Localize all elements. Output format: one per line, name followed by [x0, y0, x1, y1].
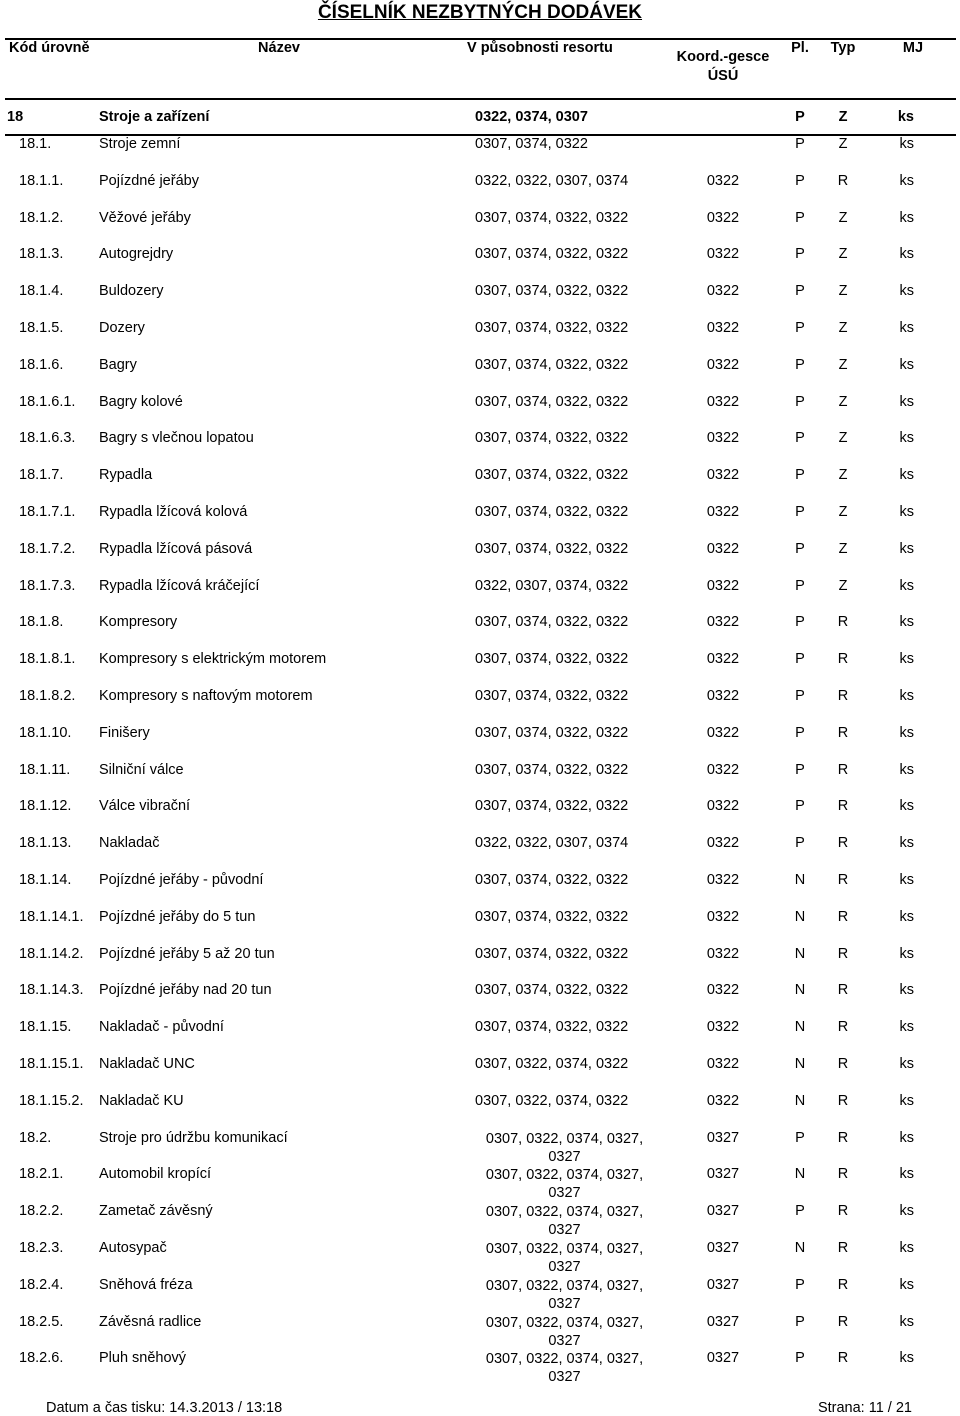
row-resort: 0307, 0322, 0374, 0322 — [475, 1055, 629, 1072]
table-row — [5, 1203, 956, 1240]
row-resort: 0307, 0374, 0322, 0322 — [475, 687, 629, 704]
row-resort: 0322, 0322, 0307, 0374 — [475, 835, 629, 852]
row-code: 18.1.8.2. — [19, 687, 76, 704]
page-number: Strana: 11 / 21 — [817, 1400, 912, 1416]
row-typ: Z — [838, 246, 848, 263]
row-typ: R — [837, 871, 849, 888]
row-resort: 0307, 0374, 0322, 0322 — [475, 540, 629, 557]
row-code: 18.1.8. — [19, 614, 64, 631]
row-koord: 0322 — [706, 651, 740, 668]
row-resort: 0307, 0322, 0374, 0327, 0327 — [485, 1130, 644, 1165]
table-row — [5, 614, 956, 651]
row-resort: 0307, 0374, 0322, 0322 — [475, 724, 629, 741]
row-pl: P — [795, 467, 805, 484]
row-resort: 0307, 0322, 0374, 0327, 0327 — [485, 1351, 644, 1386]
row-pl: P — [795, 651, 805, 668]
row-typ: R — [837, 1166, 849, 1183]
row-typ: R — [837, 1092, 849, 1109]
row-typ: R — [837, 1055, 849, 1072]
row-koord: 0327 — [706, 1350, 740, 1367]
row-mj: ks — [899, 945, 914, 962]
row-resort: 0307, 0374, 0322, 0322 — [475, 209, 629, 226]
row-name: Pojízdné jeřáby 5 až 20 tun — [99, 945, 275, 962]
row-name: Nakladač — [99, 835, 160, 852]
row-pl: N — [794, 1055, 806, 1072]
row-pl: N — [794, 982, 806, 999]
row-pl: N — [794, 871, 806, 888]
row-code: 18.2. — [19, 1129, 52, 1146]
table-row — [5, 1277, 956, 1314]
row-mj: ks — [899, 467, 914, 484]
table-row — [5, 1019, 956, 1056]
row-name: Pojízdné jeřáby - původní — [99, 871, 264, 888]
row-pl: P — [795, 798, 805, 815]
row-mj: ks — [899, 761, 914, 778]
row-typ: R — [837, 614, 849, 631]
table-row — [5, 578, 956, 615]
row-resort: 0307, 0322, 0374, 0327, 0327 — [485, 1167, 644, 1202]
row-code: 18.2.4. — [19, 1276, 64, 1293]
row-typ: R — [837, 798, 849, 815]
row-resort: 0307, 0374, 0322, 0322 — [475, 246, 629, 263]
row-koord: 0327 — [706, 1129, 740, 1146]
row-typ: R — [837, 982, 849, 999]
row-resort: 0307, 0374, 0322, 0322 — [475, 908, 629, 925]
row-code: 18.1.3. — [19, 246, 64, 263]
row-name: Nakladač - původní — [99, 1019, 224, 1036]
row-typ: R — [837, 1203, 849, 1220]
row-pl: N — [794, 1092, 806, 1109]
table-row — [5, 173, 956, 210]
row-koord: 0322 — [706, 871, 740, 888]
row-pl: P — [795, 430, 805, 447]
row-koord: 0322 — [706, 356, 740, 373]
row-typ: R — [837, 835, 849, 852]
row-pl: P — [795, 835, 805, 852]
row-mj: ks — [899, 835, 914, 852]
row-pl: P — [795, 283, 805, 300]
row-name: Dozery — [99, 319, 145, 336]
row-mj: ks — [899, 1129, 914, 1146]
row-resort: 0307, 0374, 0322, 0322 — [475, 945, 629, 962]
row-koord: 0322 — [706, 246, 740, 263]
row-pl: P — [795, 1276, 805, 1293]
table-row — [5, 210, 956, 247]
table-row — [5, 504, 956, 541]
table-row — [5, 835, 956, 872]
row-koord: 0322 — [706, 319, 740, 336]
row-mj: ks — [899, 356, 914, 373]
row-code: 18.2.1. — [19, 1166, 64, 1183]
row-resort: 0307, 0374, 0322, 0322 — [475, 614, 629, 631]
row-typ: R — [837, 1239, 849, 1256]
row-name: Autosypač — [99, 1239, 167, 1256]
row-mj: ks — [899, 1203, 914, 1220]
row-name: Věžové jeřáby — [99, 209, 191, 226]
row-name: Kompresory s elektrickým motorem — [99, 651, 327, 668]
row-pl: N — [794, 1019, 806, 1036]
row-typ: R — [837, 1350, 849, 1367]
group-koord — [662, 99, 782, 135]
table-row — [5, 283, 956, 320]
row-typ: R — [837, 651, 849, 668]
row-code: 18.1.2. — [19, 209, 64, 226]
row-koord: 0322 — [706, 209, 740, 226]
row-mj: ks — [899, 430, 914, 447]
row-pl: P — [795, 687, 805, 704]
table-row — [5, 394, 956, 431]
row-code: 18.1.6. — [19, 356, 64, 373]
row-resort: 0307, 0322, 0374, 0327, 0327 — [485, 1314, 644, 1349]
row-resort: 0307, 0374, 0322, 0322 — [475, 1019, 629, 1036]
row-koord: 0322 — [706, 614, 740, 631]
table-row — [5, 246, 956, 283]
header-koord: Koord.-gesce ÚSÚ — [662, 39, 782, 99]
row-code: 18.1.15.1. — [19, 1055, 84, 1072]
row-typ: R — [837, 1313, 849, 1330]
row-code: 18.1.14.2. — [19, 945, 84, 962]
row-name: Nakladač UNC — [99, 1055, 195, 1072]
header-name: Název — [97, 39, 459, 99]
table-row — [5, 798, 956, 835]
row-mj: ks — [899, 577, 914, 594]
row-pl: N — [794, 908, 806, 925]
table-row — [5, 1314, 956, 1351]
row-name: Buldozery — [99, 283, 164, 300]
row-mj: ks — [899, 136, 914, 152]
row-name: Závěsná radlice — [99, 1313, 202, 1330]
table-row — [5, 982, 956, 1019]
row-typ: Z — [838, 356, 848, 373]
row-mj: ks — [899, 1092, 914, 1109]
row-name: Pojízdné jeřáby — [99, 172, 199, 189]
row-mj: ks — [899, 908, 914, 925]
row-typ: Z — [838, 577, 848, 594]
row-koord: 0322 — [706, 945, 740, 962]
table-row — [5, 1093, 956, 1130]
row-mj: ks — [899, 1276, 914, 1293]
row-pl: P — [795, 246, 805, 263]
row-typ: Z — [838, 283, 848, 300]
row-koord: 0327 — [706, 1203, 740, 1220]
row-koord: 0327 — [706, 1276, 740, 1293]
row-koord: 0322 — [706, 835, 740, 852]
group-pl: P — [782, 99, 816, 135]
row-name: Rypadla — [99, 467, 153, 484]
row-resort: 0307, 0374, 0322 — [475, 136, 588, 152]
row-mj: ks — [899, 724, 914, 741]
row-name: Stroje pro údržbu komunikací — [99, 1129, 288, 1146]
row-resort: 0307, 0374, 0322, 0322 — [475, 356, 629, 373]
row-typ: R — [837, 1019, 849, 1036]
row-pl: P — [795, 1350, 805, 1367]
row-pl: P — [795, 1313, 805, 1330]
row-code: 18.1.7. — [19, 467, 64, 484]
row-resort: 0307, 0374, 0322, 0322 — [475, 393, 629, 410]
row-code: 18.1.5. — [19, 319, 64, 336]
row-mj: ks — [899, 540, 914, 557]
row-code: 18.1.14. — [19, 871, 72, 888]
row-code: 18.1.15. — [19, 1019, 72, 1036]
row-code: 18.1.15.2. — [19, 1092, 84, 1109]
table-row — [5, 357, 956, 394]
row-typ: R — [837, 945, 849, 962]
row-typ: Z — [838, 136, 848, 152]
row-pl: P — [795, 577, 805, 594]
row-mj: ks — [899, 283, 914, 300]
row-koord: 0322 — [706, 430, 740, 447]
row-code: 18.1.10. — [19, 724, 72, 741]
table-row — [5, 872, 956, 909]
row-code: 18.1.6.1. — [19, 393, 76, 410]
header-resort: V působnosti resortu — [459, 39, 662, 99]
row-name: Bagry — [99, 356, 137, 373]
row-name: Sněhová fréza — [99, 1276, 193, 1293]
row-resort: 0307, 0374, 0322, 0322 — [475, 651, 629, 668]
group-typ: Z — [816, 99, 868, 135]
row-mj: ks — [899, 1313, 914, 1330]
row-koord: 0322 — [706, 577, 740, 594]
table-row — [5, 688, 956, 725]
row-mj: ks — [899, 1019, 914, 1036]
table-row — [5, 1130, 956, 1167]
row-mj: ks — [899, 172, 914, 189]
row-pl: P — [795, 724, 805, 741]
row-code: 18.1.7.1. — [19, 503, 76, 520]
row-resort: 0307, 0322, 0374, 0327, 0327 — [485, 1277, 644, 1312]
row-resort: 0307, 0374, 0322, 0322 — [475, 982, 629, 999]
table-row — [5, 320, 956, 357]
row-code: 18.1.11. — [19, 761, 71, 778]
row-resort: 0307, 0374, 0322, 0322 — [475, 319, 629, 336]
row-resort: 0322, 0322, 0307, 0374 — [475, 172, 629, 189]
row-code: 18.2.5. — [19, 1313, 64, 1330]
row-code: 18.1.4. — [19, 283, 64, 300]
row-name: Nakladač KU — [99, 1092, 184, 1109]
row-koord: 0327 — [706, 1239, 740, 1256]
row-pl: P — [795, 319, 805, 336]
row-name: Pluh sněhový — [99, 1350, 187, 1367]
row-koord: 0322 — [706, 724, 740, 741]
table-row — [5, 135, 956, 173]
row-mj: ks — [899, 1055, 914, 1072]
row-mj: ks — [899, 1350, 914, 1367]
row-koord: 0322 — [706, 503, 740, 520]
row-pl: P — [795, 761, 805, 778]
row-typ: R — [837, 1276, 849, 1293]
table-row — [5, 541, 956, 578]
row-resort: 0307, 0374, 0322, 0322 — [475, 761, 629, 778]
row-koord: 0322 — [706, 1055, 740, 1072]
row-mj: ks — [899, 871, 914, 888]
row-name: Pojízdné jeřáby do 5 tun — [99, 908, 256, 925]
row-name: Automobil kropící — [99, 1166, 212, 1183]
row-code: 18.1.14.3. — [19, 982, 84, 999]
row-mj: ks — [899, 687, 914, 704]
row-name: Kompresory s naftovým motorem — [99, 687, 313, 704]
row-mj: ks — [899, 1239, 914, 1256]
row-mj: ks — [899, 503, 914, 520]
row-code: 18.1.1. — [19, 172, 64, 189]
row-koord: 0322 — [706, 761, 740, 778]
row-koord: 0322 — [706, 540, 740, 557]
row-code: 18.1.14.1. — [19, 908, 84, 925]
group-name: Stroje a zařízení — [97, 99, 459, 135]
row-typ: R — [837, 761, 849, 778]
row-koord: 0322 — [706, 393, 740, 410]
row-pl: P — [795, 393, 805, 410]
row-code: 18.1. — [19, 136, 52, 152]
group-resort: 0322, 0374, 0307 — [459, 99, 662, 135]
row-code: 18.2.2. — [19, 1203, 64, 1220]
table-row — [5, 1056, 956, 1093]
row-typ: Z — [838, 393, 848, 410]
row-code: 18.2.6. — [19, 1350, 64, 1367]
header-pl: Pl. — [782, 39, 816, 99]
row-name: Bagry s vlečnou lopatou — [99, 430, 254, 447]
table-header-row — [5, 39, 956, 99]
row-pl: P — [795, 540, 805, 557]
row-code: 18.1.7.2. — [19, 540, 76, 557]
group-mj: ks — [868, 99, 956, 135]
table-row — [5, 1240, 956, 1277]
row-koord: 0327 — [706, 1166, 740, 1183]
row-name: Autogrejdry — [99, 246, 174, 263]
page-title: ČÍSELNÍK NEZBYTNÝCH DODÁVEK — [317, 2, 643, 23]
row-resort: 0307, 0374, 0322, 0322 — [475, 503, 629, 520]
row-resort: 0322, 0307, 0374, 0322 — [475, 577, 629, 594]
table-row — [5, 1166, 956, 1203]
row-code: 18.1.7.3. — [19, 577, 76, 594]
row-pl: P — [795, 614, 805, 631]
group-code: 18 — [5, 99, 97, 135]
row-mj: ks — [899, 393, 914, 410]
row-mj: ks — [899, 209, 914, 226]
row-mj: ks — [899, 614, 914, 631]
header-mj: MJ — [868, 39, 956, 99]
row-code: 18.1.12. — [19, 798, 72, 815]
row-koord: 0327 — [706, 1313, 740, 1330]
row-pl: N — [794, 1239, 806, 1256]
row-pl: P — [795, 136, 805, 152]
row-typ: Z — [838, 540, 848, 557]
header-code: Kód úrovně — [5, 39, 97, 99]
supplies-table — [5, 38, 956, 1387]
row-resort: 0307, 0374, 0322, 0322 — [475, 871, 629, 888]
row-resort: 0307, 0374, 0322, 0322 — [475, 283, 629, 300]
row-koord: 0322 — [706, 982, 740, 999]
row-name: Finišery — [99, 724, 150, 741]
row-pl: P — [795, 503, 805, 520]
row-koord: 0322 — [706, 798, 740, 815]
row-name: Silniční válce — [99, 761, 184, 778]
table-row — [5, 430, 956, 467]
row-koord: 0322 — [706, 1092, 740, 1109]
row-name: Rypadla lžícová pásová — [99, 540, 253, 557]
row-mj: ks — [899, 1166, 914, 1183]
row-pl: P — [795, 209, 805, 226]
row-name: Kompresory — [99, 614, 178, 631]
row-mj: ks — [899, 319, 914, 336]
row-typ: Z — [838, 503, 848, 520]
row-typ: Z — [838, 467, 848, 484]
row-koord: 0322 — [706, 283, 740, 300]
table-row — [5, 725, 956, 762]
row-pl: N — [794, 945, 806, 962]
row-code: 18.1.8.1. — [19, 651, 76, 668]
row-typ: Z — [838, 430, 848, 447]
row-typ: R — [837, 724, 849, 741]
table-row — [5, 762, 956, 799]
row-resort: 0307, 0322, 0374, 0322 — [475, 1092, 629, 1109]
row-pl: P — [795, 1129, 805, 1146]
row-koord: 0322 — [706, 467, 740, 484]
row-code: 18.1.6.3. — [19, 430, 76, 447]
row-koord — [662, 135, 782, 173]
row-name: Stroje zemní — [99, 136, 181, 152]
row-name: Rypadla lžícová kolová — [99, 503, 248, 520]
row-mj: ks — [899, 982, 914, 999]
header-typ: Typ — [816, 39, 868, 99]
row-resort: 0307, 0374, 0322, 0322 — [475, 467, 629, 484]
row-koord: 0322 — [706, 908, 740, 925]
row-resort: 0307, 0322, 0374, 0327, 0327 — [485, 1240, 644, 1275]
row-resort: 0307, 0322, 0374, 0327, 0327 — [485, 1204, 644, 1239]
row-pl: P — [795, 356, 805, 373]
row-pl: N — [794, 1166, 806, 1183]
row-name: Rypadla lžícová kráčející — [99, 577, 260, 594]
row-koord: 0322 — [706, 687, 740, 704]
group-row — [5, 99, 956, 135]
row-typ: R — [837, 908, 849, 925]
row-name: Bagry kolové — [99, 393, 183, 410]
row-pl: P — [795, 1203, 805, 1220]
row-typ: R — [837, 1129, 849, 1146]
row-typ: Z — [838, 319, 848, 336]
row-typ: Z — [838, 209, 848, 226]
table-row — [5, 1350, 956, 1387]
table-row — [5, 651, 956, 688]
row-koord: 0322 — [706, 172, 740, 189]
row-pl: P — [795, 172, 805, 189]
row-resort: 0307, 0374, 0322, 0322 — [475, 798, 629, 815]
row-resort: 0307, 0374, 0322, 0322 — [475, 430, 629, 447]
row-code: 18.1.13. — [19, 835, 72, 852]
table-row — [5, 946, 956, 983]
row-name: Zametač závěsný — [99, 1203, 213, 1220]
table-row — [5, 467, 956, 504]
table-row — [5, 909, 956, 946]
row-mj: ks — [899, 246, 914, 263]
row-name: Pojízdné jeřáby nad 20 tun — [99, 982, 272, 999]
row-name: Válce vibrační — [99, 798, 191, 815]
row-typ: R — [837, 172, 849, 189]
row-koord: 0322 — [706, 1019, 740, 1036]
row-typ: R — [837, 687, 849, 704]
row-mj: ks — [899, 651, 914, 668]
row-code: 18.2.3. — [19, 1239, 64, 1256]
row-mj: ks — [899, 798, 914, 815]
print-date: Datum a čas tisku: 14.3.2013 / 13:18 — [46, 1400, 283, 1416]
